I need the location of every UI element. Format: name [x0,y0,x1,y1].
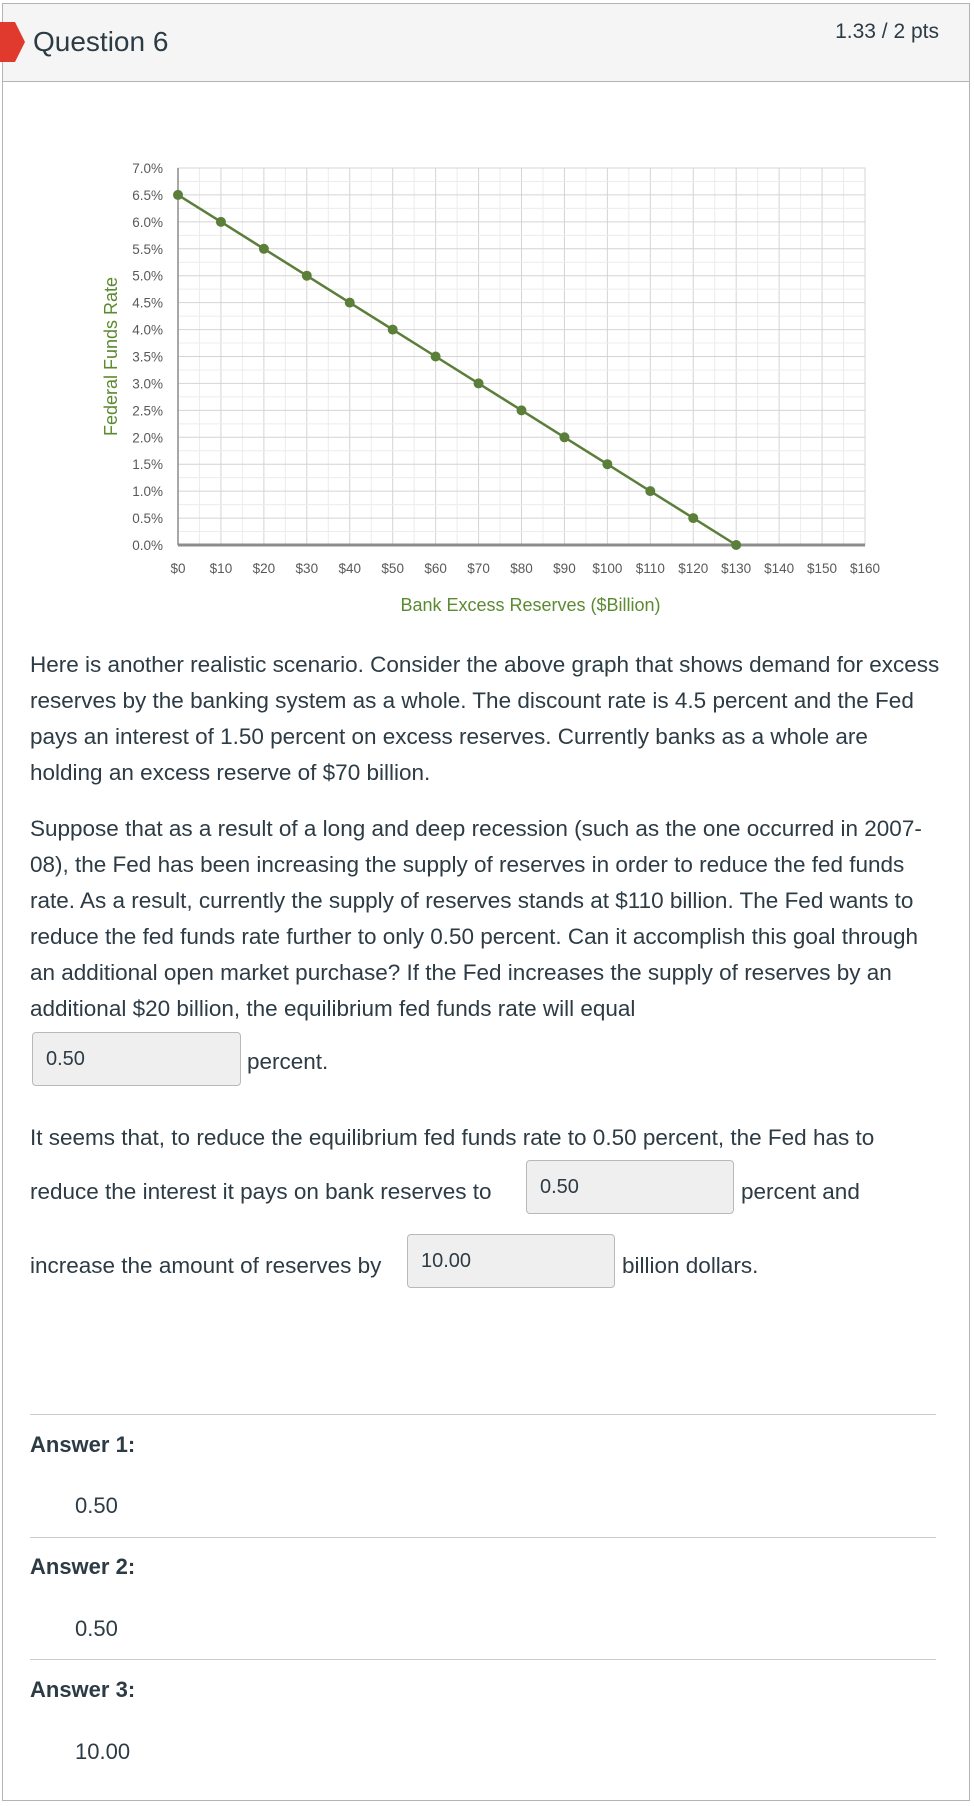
x-tick-label: $140 [764,561,795,576]
x-tick-label: $130 [721,561,752,576]
data-point [345,298,355,308]
y-tick-label: 3.0% [132,376,163,392]
answer-3-value: 10.00 [75,1739,131,1764]
answer-1-label: Answer 1: [30,1432,136,1457]
y-tick-label: 5.5% [132,241,163,257]
data-point [173,190,183,200]
scenario-paragraph: Here is another realistic scenario. Consider the above graph that shows demand for excess reserves by the banking system as a whole. The discount rate is 4.5 percent and the Fed pays an interest of 1.50 percent on excess reserves. Currently banks as a whole are holding an excess reserve of $70 billion. [30,652,940,785]
y-tick-label: 0.0% [132,538,163,553]
divider [30,1537,936,1538]
x-tick-label: $40 [338,561,362,576]
y-tick-label: 5.0% [132,268,163,284]
y-tick-label: 4.0% [132,322,163,338]
x-tick-label: $110 [635,561,665,576]
conclusion-line: It seems that, to reduce the equilibrium fed funds rate to 0.50 percent, the Fed has to [30,1125,875,1150]
data-point [259,244,269,254]
input-3-prefix: increase the amount of reserves by [30,1253,382,1278]
divider [30,1414,936,1415]
input-3-suffix: billion dollars. [622,1253,759,1278]
x-tick-label: $30 [295,561,319,576]
x-tick-label: $90 [553,561,576,576]
data-point [602,459,612,469]
input-1-suffix: percent. [247,1049,329,1074]
y-tick-label: 6.5% [132,187,163,203]
answer-1-value: 0.50 [75,1493,118,1518]
x-tick-label: $60 [424,561,447,576]
y-tick-label: 0.5% [132,511,163,527]
data-point [431,352,441,362]
y-tick-label: 7.0% [132,161,163,176]
answer-input-2[interactable]: 0.50 [526,1160,734,1214]
answer-2-label: Answer 2: [30,1554,136,1579]
y-tick-label: 2.5% [132,403,163,419]
fed-funds-chart [0,0,974,620]
question-title: Question 6 [33,26,169,57]
answer-3-label: Answer 3: [30,1677,136,1702]
data-point [559,432,569,442]
y-tick-label: 4.5% [132,295,163,311]
y-tick-label: 6.0% [132,214,163,230]
divider [30,1659,936,1660]
question-score: 1.33 / 2 pts [835,20,939,43]
x-tick-label: $50 [381,561,404,576]
y-tick-label: 2.0% [132,430,163,446]
x-tick-label: $80 [510,561,533,576]
input-2-prefix: reduce the interest it pays on bank reserves to [30,1179,492,1204]
data-point [517,405,527,415]
x-tick-label: $10 [209,561,233,576]
data-point [645,486,655,496]
answer-input-1[interactable]: 0.50 [32,1032,241,1086]
x-tick-label: $150 [807,561,838,576]
y-tick-label: 1.0% [132,484,163,500]
question-paragraph: Suppose that as a result of a long and deep recession (such as the one occurred in 2007-08), the Fed has been increasing the supply of reserves in order to reduce the fed funds rate. As a result, currently the supply of reserves stands at $110 billion. The Fed wants to reduce the fed funds rate further to only 0.50 percent. Can it accomplish this goal through an additional open market purchase? If the Fed increases the supply of reserves by an additional $20 billion, the equilibrium fed funds rate will equal [30,816,922,1021]
x-tick-label: $120 [678,561,709,576]
answer-2-value: 0.50 [75,1616,118,1641]
data-point [688,513,698,523]
data-point [474,378,484,388]
data-point [302,271,312,281]
data-point [216,217,226,227]
data-point [388,325,398,335]
data-point [731,540,741,550]
x-tick-label: $160 [849,561,881,576]
input-2-suffix: percent and [741,1179,860,1204]
answer-input-3[interactable]: 10.00 [407,1234,615,1288]
x-tick-label: $70 [467,561,490,576]
y-tick-label: 1.5% [132,457,163,473]
x-axis-title: Bank Excess Reserves ($Billion) [400,595,661,615]
x-tick-label: $100 [592,561,623,576]
x-tick-label: $20 [252,561,276,576]
x-tick-label: $0 [170,561,186,576]
y-tick-label: 3.5% [132,349,163,365]
y-axis-title: Federal Funds Rate [101,276,121,437]
